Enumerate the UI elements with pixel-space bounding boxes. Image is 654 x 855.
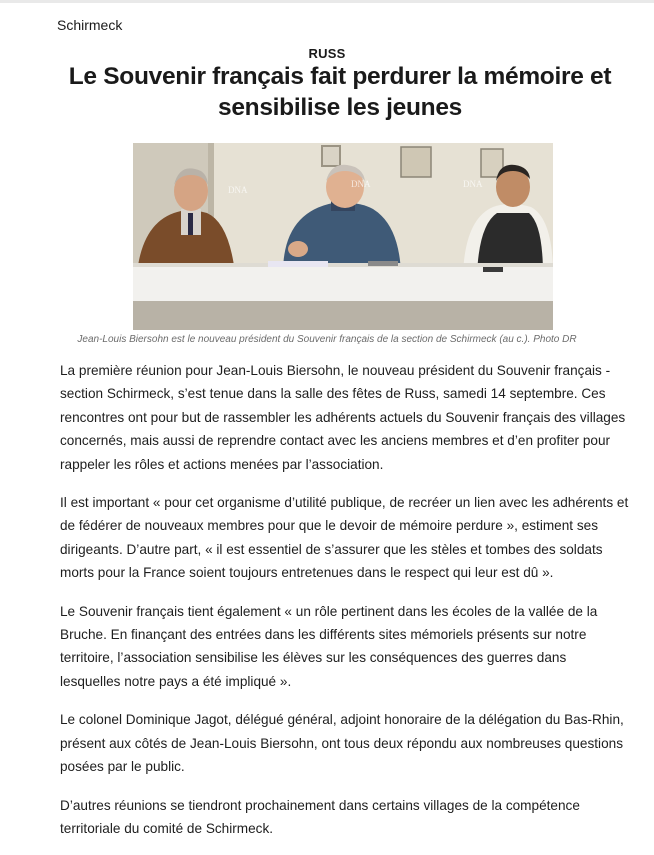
article-kicker: RUSS: [308, 46, 346, 61]
watermark: DNA: [228, 185, 248, 195]
watermark: DNA: [463, 179, 483, 189]
photo-illustration: [133, 143, 553, 330]
paragraph: Il est important « pour cet organisme d’utilité publique, de recréer un lien avec les adhérents et de fédérer de nouveaux membres pour que le devoir de mémoire perdure », estiment ses dirigeants. D’autre part, « il est essentiel de s’assurer que les stèles et tombes des soldats morts pour la France soient toujours entretenues dans le respect qui leur est dû ».: [60, 495, 629, 581]
paragraph: D’autres réunions se tiendront prochainement dans certains villages de la compétence territoriale du comité de Schirmeck.: [60, 797, 580, 836]
watermark: DNA: [351, 179, 371, 189]
photo-caption: Jean-Louis Biersohn est le nouveau président du Souvenir français de la section de Schirmeck (au c.). Photo DR: [77, 334, 577, 345]
top-divider: [0, 0, 654, 3]
article-photo: [133, 143, 553, 330]
paragraph: La première réunion pour Jean-Louis Biersohn, le nouveau président du Souvenir français - section Schirmeck, s’est tenue dans la salle des fêtes de Russ, samedi 14 septembre. Ces rencontres ont pour but de rassembler les adhérents actuels du Souvenir français des villages concernés, mais aussi de reprendre contact avec les anciens membres et d’en profiter pour rappeler les rôles et actions menées par l’association.: [60, 363, 626, 472]
section-label[interactable]: Schirmeck: [57, 17, 123, 33]
article-headline: Le Souvenir français fait perdurer la mémoire et sensibilise les jeunes: [68, 63, 612, 121]
paragraph: Le colonel Dominique Jagot, délégué général, adjoint honoraire de la délégation du Bas-Rhin, présent aux côtés de Jean-Louis Biersohn, ont tous deux répondu aux nombreuses questions posées par le public.: [60, 712, 624, 775]
article-body: [60, 359, 630, 855]
paragraph: Le Souvenir français tient également « un rôle pertinent dans les écoles de la vallée de la Bruche. En finançant des entrées dans les différents sites mémoriels présents sur notre territoire, l’association sensibilise les élèves sur les conséquences des guerres dans lesquelles notre pays a été impliqué ».: [60, 603, 598, 689]
